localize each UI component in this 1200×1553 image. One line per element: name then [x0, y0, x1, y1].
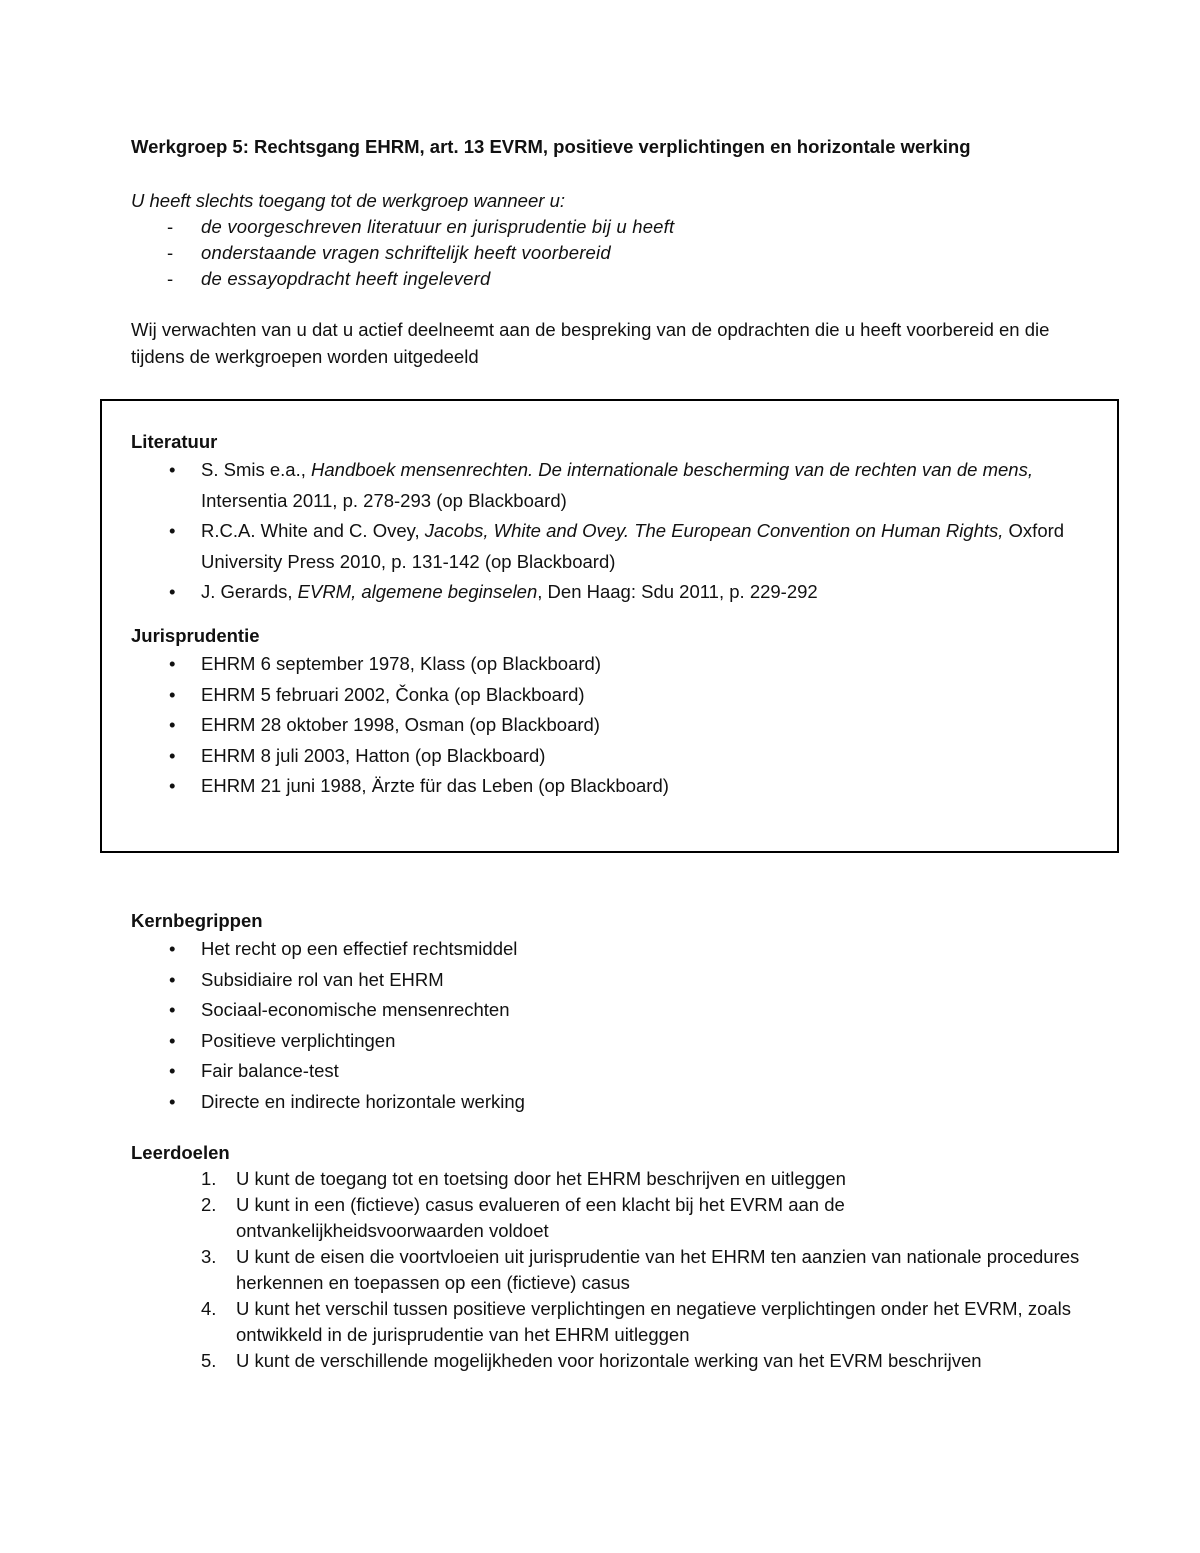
concept-item: • Sociaal-economische mensenrechten: [131, 995, 1091, 1026]
case-item: • EHRM 21 juni 1988, Ärzte für das Leben (op Blackboard): [131, 771, 1091, 802]
case-item: • EHRM 6 september 1978, Klass (op Blackboard): [131, 649, 1091, 680]
reading-box: [100, 399, 1119, 853]
literatuur-section: [131, 429, 1091, 608]
goal-item: 2. U kunt in een (fictieve) casus evalueren of een klacht bij het EVRM aan de ontvankelijkheidsvoorwaarden voldoet: [201, 1194, 845, 1241]
concept-item: • Subsidiaire rol van het EHRM: [131, 965, 1091, 996]
goal-number: 5.: [201, 1350, 217, 1371]
goal-number: 2.: [201, 1194, 217, 1215]
bullet-marker: •: [169, 581, 176, 602]
goal-item: 4. U kunt het verschil tussen positieve verplichtingen en negatieve verplichtingen onder het EVRM, zoals ontwikkeld in de jurisprudentie van het EHRM uitleggen: [201, 1298, 1072, 1345]
bullet-marker: •: [169, 968, 176, 990]
dash-marker: -: [167, 216, 174, 237]
literature-item: • J. Gerards, EVRM, algemene beginselen, Den Haag: Sdu 2011, p. 229-292: [131, 577, 1091, 608]
bullet-marker: •: [169, 653, 176, 674]
concept-item: • Het recht op een effectief rechtsmiddel: [131, 934, 1091, 965]
goal-number: 1.: [201, 1168, 217, 1189]
bullet-marker: •: [169, 1090, 176, 1112]
literature-item: • S. Smis e.a., Handboek mensenrechten. De internationale bescherming van de rechten van de mens, Intersentia 2011, p. 278-293 (op Blackboard): [131, 455, 1091, 516]
condition-item: - de essayopdracht heeft ingeleverd: [131, 266, 674, 292]
bullet-marker: •: [169, 999, 176, 1020]
bullet-marker: •: [169, 938, 176, 959]
concept-item: • Directe en indirecte horizontale werking: [131, 1087, 1091, 1118]
concept-item: • Positieve verplichtingen: [131, 1026, 1091, 1057]
bullet-marker: •: [169, 714, 176, 735]
goal-item: 1. U kunt de toegang tot en toetsing door het EHRM beschrijven en uitleggen: [131, 1166, 1091, 1192]
case-item: • EHRM 28 oktober 1998, Osman (op Blackboard): [131, 710, 1091, 741]
jurisprudentie-heading: Jurisprudentie: [131, 625, 260, 646]
bullet-marker: •: [169, 520, 176, 541]
case-item: • EHRM 8 juli 2003, Hatton (op Blackboard): [131, 741, 1091, 772]
expectation-paragraph: Wij verwachten van u dat u actief deelneemt aan de bespreking van de opdrachten die u heeft voorbereid en die tijdens de werkgroepen worden uitgedeeld: [131, 319, 1050, 367]
leerdoelen-heading: Leerdoelen: [131, 1142, 230, 1163]
dash-marker: -: [167, 242, 174, 263]
condition-item: - onderstaande vragen schriftelijk heeft voorbereid: [131, 240, 674, 266]
access-conditions: [131, 188, 674, 292]
conditions-lead: U heeft slechts toegang tot de werkgroep wanneer u:: [131, 190, 565, 211]
goal-number: 3.: [201, 1246, 217, 1267]
leerdoelen-section: [131, 1140, 1091, 1374]
kernbegrippen-section: [131, 908, 1091, 1117]
concept-item: • Fair balance-test: [131, 1056, 1091, 1087]
literature-item: • R.C.A. White and C. Ovey, Jacobs, White and Ovey. The European Convention on Human Rights, Oxford University Press 2010, p. 131-142 (op Blackboard): [131, 516, 1091, 577]
literatuur-heading: Literatuur: [131, 431, 218, 452]
case-item: • EHRM 5 februari 2002, Čonka (op Blackboard): [131, 680, 1091, 711]
bullet-marker: •: [169, 775, 176, 796]
bullet-marker: •: [169, 1060, 176, 1081]
dash-marker: -: [167, 268, 174, 289]
kernbegrippen-heading: Kernbegrippen: [131, 910, 263, 931]
jurisprudentie-section: [131, 623, 1091, 802]
bullet-marker: •: [169, 1029, 176, 1051]
bullet-marker: •: [169, 459, 176, 480]
goal-item: 5. U kunt de verschillende mogelijkheden voor horizontale werking van het EVRM beschrijven: [131, 1348, 1091, 1374]
condition-item: - de voorgeschreven literatuur en jurisprudentie bij u heeft: [131, 214, 674, 240]
bullet-marker: •: [169, 683, 176, 705]
page-title: Werkgroep 5: Rechtsgang EHRM, art. 13 EVRM, positieve verplichtingen en horizontale werking: [131, 136, 971, 157]
goal-item: 3. U kunt de eisen die voortvloeien uit jurisprudentie van het EHRM ten aanzien van nationale procedures herkennen en toepassen op een (fictieve) casus: [201, 1246, 1080, 1293]
bullet-marker: •: [169, 744, 176, 766]
goal-number: 4.: [201, 1298, 217, 1319]
